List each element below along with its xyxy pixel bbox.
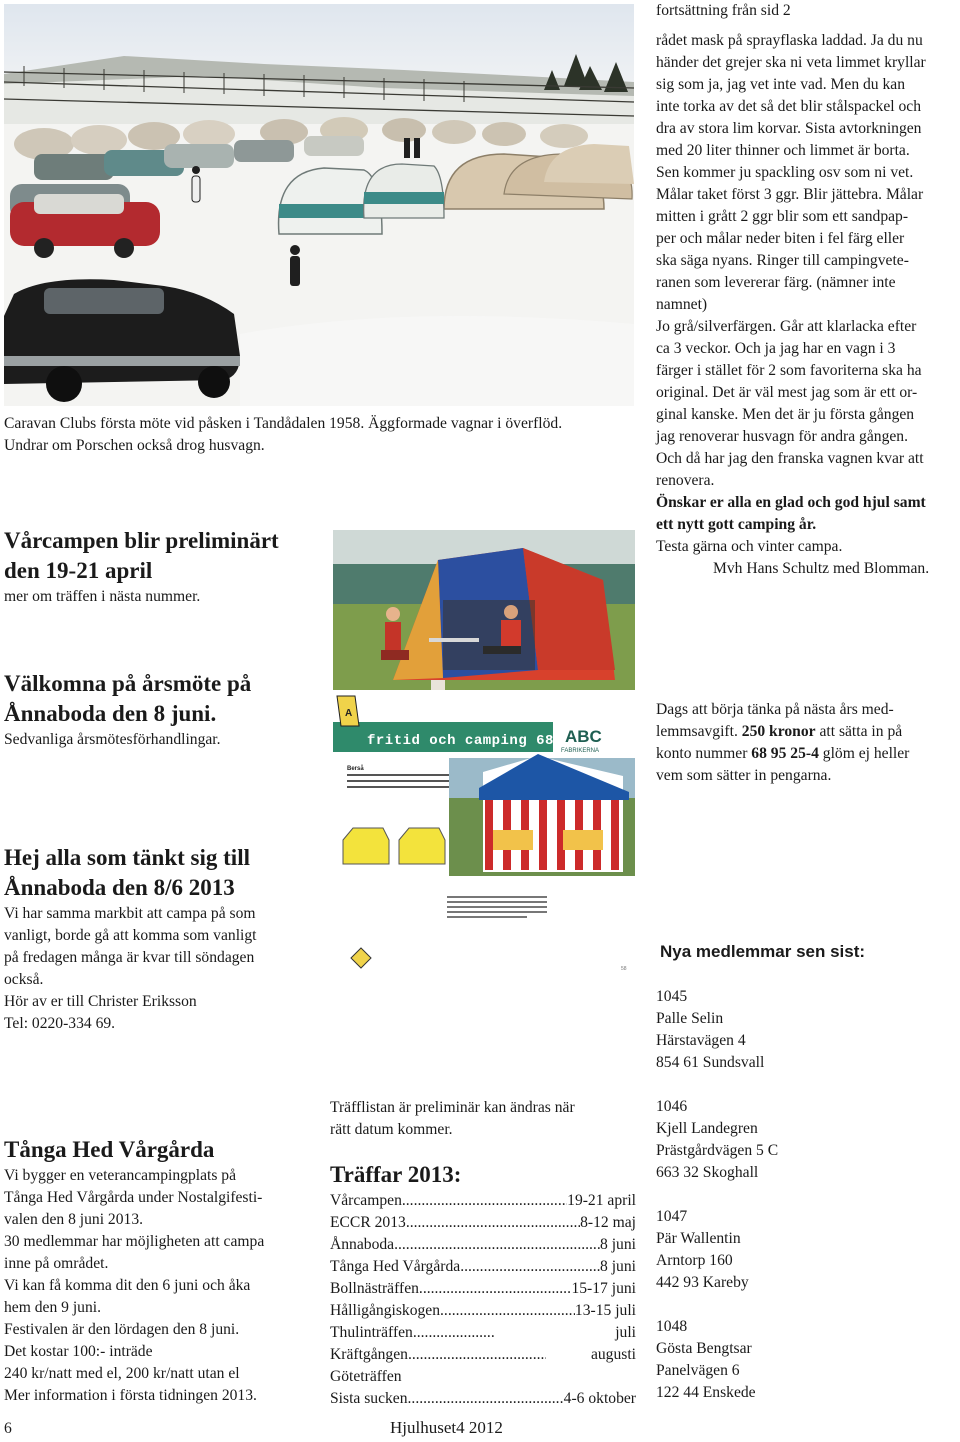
member-city: 663 32 Skoghall <box>656 1164 759 1181</box>
event-date: 4-6 oktober <box>563 1390 636 1407</box>
member-street: Arntorp 160 <box>656 1252 733 1269</box>
member-street: Härstavägen 4 <box>656 1032 746 1049</box>
event-name: Tånga Hed Vårgårda <box>330 1258 461 1275</box>
event-row <box>330 1322 636 1344</box>
fee-text: att sätta in på <box>815 723 903 740</box>
article-line: färger i stället för 2 som favoriterna ska ha <box>656 362 922 379</box>
article-line: ska säga nyans. Ringer till campingvete- <box>656 252 909 269</box>
traffar-list <box>330 1160 636 1410</box>
article-line: händer det grejer ska ni veta limmet kryllar <box>656 54 926 71</box>
abc-logo-small: A <box>345 708 353 719</box>
member-street: Panelvägen 6 <box>656 1362 740 1379</box>
members-heading: Nya medlemmar sen sist: <box>660 942 866 961</box>
article-line: namnet) <box>656 296 708 313</box>
tanga-line: Vi kan få komma dit den 6 juni och åka <box>4 1277 251 1294</box>
ad-page-num: 58 <box>621 966 627 972</box>
tanga-line: Mer information i första tidningen 2013. <box>4 1387 257 1404</box>
member-city: 442 93 Kareby <box>656 1274 749 1291</box>
account-number: 68 95 25-4 <box>751 745 819 762</box>
annaboda-article <box>4 843 324 1035</box>
annaboda-line: vanligt, borde gå att komma som vanligt <box>4 927 257 944</box>
tanga-line: Tånga Hed Vårgårda under Nostalgifesti- <box>4 1189 263 1206</box>
traffar-heading: Träffar 2013: <box>330 1162 462 1187</box>
article-line: dra av stora lim korvar. Sista avtorkningen <box>656 120 922 137</box>
event-row <box>330 1388 636 1410</box>
fee-line: Dags att börja tänka på nästa års med- <box>656 701 894 718</box>
annaboda-heading: Ånnaboda den 8/6 2013 <box>4 875 235 900</box>
arsmote-notice <box>4 669 324 751</box>
event-date: juli <box>615 1324 636 1341</box>
abc-brand-sub: FABRIKERNA <box>561 748 600 754</box>
annaboda-line: också. <box>4 971 44 988</box>
publication-title: Hjulhuset4 2012 <box>390 1418 503 1437</box>
members-list <box>656 986 956 1426</box>
event-name: Göteträffen <box>330 1368 402 1385</box>
article-line: renovera. <box>656 472 715 489</box>
member-name: Gösta Bengtsar <box>656 1340 752 1357</box>
member-name: Kjell Landegren <box>656 1120 758 1137</box>
event-date: 15-17 juni <box>571 1280 636 1297</box>
ad-tag: Berså <box>347 766 364 772</box>
photo-caption <box>4 413 644 457</box>
article-line: inte torka av det så det blir stålspackel och <box>656 98 922 115</box>
traffar-items <box>330 1190 636 1410</box>
annaboda-line: på fredagen många är kvar till söndagen <box>4 949 255 966</box>
traffar-note-line: Träfflistan är preliminär kan ändras när <box>330 1099 575 1116</box>
article-line: sig som ja, jag vet inte vad. Men du kan <box>656 76 906 93</box>
traffar-note <box>330 1097 636 1141</box>
traffar-note-line: rätt datum kommer. <box>330 1121 453 1138</box>
page-number: 6 <box>4 1420 12 1437</box>
fee-amount: 250 kronor <box>741 723 816 740</box>
event-name: Vårcampen <box>330 1192 402 1209</box>
ad-banner-text: fritid och camping 68 <box>367 733 554 749</box>
article-line: Jo grå/silverfärgen. Går att klarlacka efter <box>656 318 917 335</box>
varcampen-notice <box>4 526 324 608</box>
annaboda-line: Vi har samma markbit att campa på som <box>4 905 256 922</box>
varcampen-heading: den 19-21 april <box>4 558 153 583</box>
member-entry <box>656 986 956 1074</box>
event-name: Bollnästräffen <box>330 1280 419 1297</box>
signature: Mvh Hans Schultz med Blomman. <box>713 560 930 577</box>
event-name: Thulinträffen <box>330 1324 413 1341</box>
tanga-line: hem den 9 juni. <box>4 1299 102 1316</box>
article-line: med 20 liter thinner och limmet är borta. <box>656 142 910 159</box>
article-continuation <box>656 0 958 580</box>
tanga-line: Det kostar 100:- inträde <box>4 1343 153 1360</box>
article-line: Sen kommer ju spackling osv som ni vet. <box>656 164 914 181</box>
fee-text: konto nummer <box>656 745 752 762</box>
event-row <box>330 1278 636 1300</box>
member-name: Pär Wallentin <box>656 1230 741 1247</box>
tanga-line: 240 kr/natt med el, 200 kr/natt utan el <box>4 1365 240 1382</box>
member-city: 122 44 Enskede <box>656 1384 756 1401</box>
event-row <box>330 1256 636 1278</box>
member-entry <box>656 1316 956 1404</box>
tanga-line: valen den 8 juni 2013. <box>4 1211 144 1228</box>
arsmote-heading: Ånnaboda den 8 juni. <box>4 701 217 726</box>
article-line: Målar taket först 3 ggr. Blir jättebra. Målar <box>656 186 924 203</box>
event-row <box>330 1300 636 1322</box>
camping-advertisement <box>333 530 635 982</box>
annaboda-line: Tel: 0220-334 69. <box>4 1015 116 1032</box>
article-line: jag renoverar husvagn för andra gången. <box>656 428 908 445</box>
tanga-line: Festivalen är den lördagen den 8 juni. <box>4 1321 240 1338</box>
event-name: Hålligångiskogen <box>330 1302 441 1319</box>
caption-line: Undrar om Porschen också drog husvagn. <box>4 437 265 454</box>
fee-text: glöm ej heller <box>818 745 910 762</box>
event-row <box>330 1212 636 1234</box>
varcampen-heading: Vårcampen blir preliminärt <box>4 528 279 553</box>
member-name: Palle Selin <box>656 1010 724 1027</box>
fee-line: vem som sätter in pengarna. <box>656 767 832 784</box>
event-row <box>330 1366 636 1388</box>
event-date: 8 juni <box>600 1236 636 1253</box>
annaboda-line: Hör av er till Christer Eriksson <box>4 993 197 1010</box>
fee-line <box>656 721 958 743</box>
caption-line: Caravan Clubs första möte vid påsken i Tandådalen 1958. Äggformade vagnar i överflöd. <box>4 415 563 432</box>
varcampen-sub: mer om träffen i nästa nummer. <box>4 588 201 605</box>
article-line: ca 3 veckor. Och ja jag har en vagn i 3 <box>656 340 896 357</box>
tanga-heading: Tånga Hed Vårgårda <box>4 1137 215 1162</box>
event-row <box>330 1234 636 1256</box>
event-name: Ånnaboda <box>330 1236 395 1253</box>
greeting-bold: ett nytt gott camping år. <box>656 516 817 533</box>
event-date: 13-15 juli <box>574 1302 636 1319</box>
event-row <box>330 1344 636 1366</box>
continuation-note: fortsättning från sid 2 <box>656 2 791 19</box>
greeting-bold: Önskar er alla en glad och god hjul samt <box>656 494 926 511</box>
article-line: Och då har jag den franska vagnen kvar att <box>656 450 924 467</box>
event-date: augusti <box>590 1346 636 1363</box>
member-number: 1048 <box>656 1318 688 1335</box>
tanga-hed-article <box>4 1135 314 1407</box>
photo-caravans-in-snow <box>4 4 634 406</box>
fee-line <box>656 743 958 765</box>
arsmote-sub: Sedvanliga årsmötesförhandlingar. <box>4 731 221 748</box>
event-date: 8-12 maj <box>580 1214 636 1231</box>
closing-line: Testa gärna och vinter campa. <box>656 538 843 555</box>
member-street: Prästgårdvägen 5 C <box>656 1142 779 1159</box>
event-date: 8 juni <box>600 1258 636 1275</box>
new-members <box>660 938 960 966</box>
article-line: ginal kanske. Men det är ju första gången <box>656 406 915 423</box>
article-line: ranen som levererar färg. (nämner inte <box>656 274 896 291</box>
event-name: ECCR 2013 <box>330 1214 406 1231</box>
event-row <box>330 1190 636 1212</box>
member-entry <box>656 1096 956 1184</box>
abc-brand: ABC <box>565 727 602 746</box>
camping-ad-image <box>333 530 635 982</box>
annaboda-heading: Hej alla som tänkt sig till <box>4 845 250 870</box>
article-line: mitten i grått 2 ggr blir som ett sandpap- <box>656 208 909 225</box>
member-number: 1045 <box>656 988 688 1005</box>
member-city: 854 61 Sundsvall <box>656 1054 765 1071</box>
event-date: 19-21 april <box>567 1192 636 1209</box>
article-line: per och målar neder biten i fel färg eller <box>656 230 905 247</box>
tanga-line: 30 medlemmar har möjligheten att campa <box>4 1233 265 1250</box>
tanga-line: inne på området. <box>4 1255 109 1272</box>
fee-text: lemmsavgift. <box>656 723 742 740</box>
event-name: Kräftgången <box>330 1346 408 1363</box>
member-number: 1047 <box>656 1208 688 1225</box>
event-name: Sista sucken <box>330 1390 408 1407</box>
tanga-line: Vi bygger en veterancampingplats på <box>4 1167 237 1184</box>
member-number: 1046 <box>656 1098 688 1115</box>
article-line: rådet mask på sprayflaska laddad. Ja du nu <box>656 32 923 49</box>
arsmote-heading: Välkomna på årsmöte på <box>4 671 252 696</box>
membership-fee-notice <box>656 699 958 787</box>
article-line: original. Det är väl mest jag som är ett or- <box>656 384 918 401</box>
member-entry <box>656 1206 956 1294</box>
caravan-club-photo <box>4 4 634 406</box>
